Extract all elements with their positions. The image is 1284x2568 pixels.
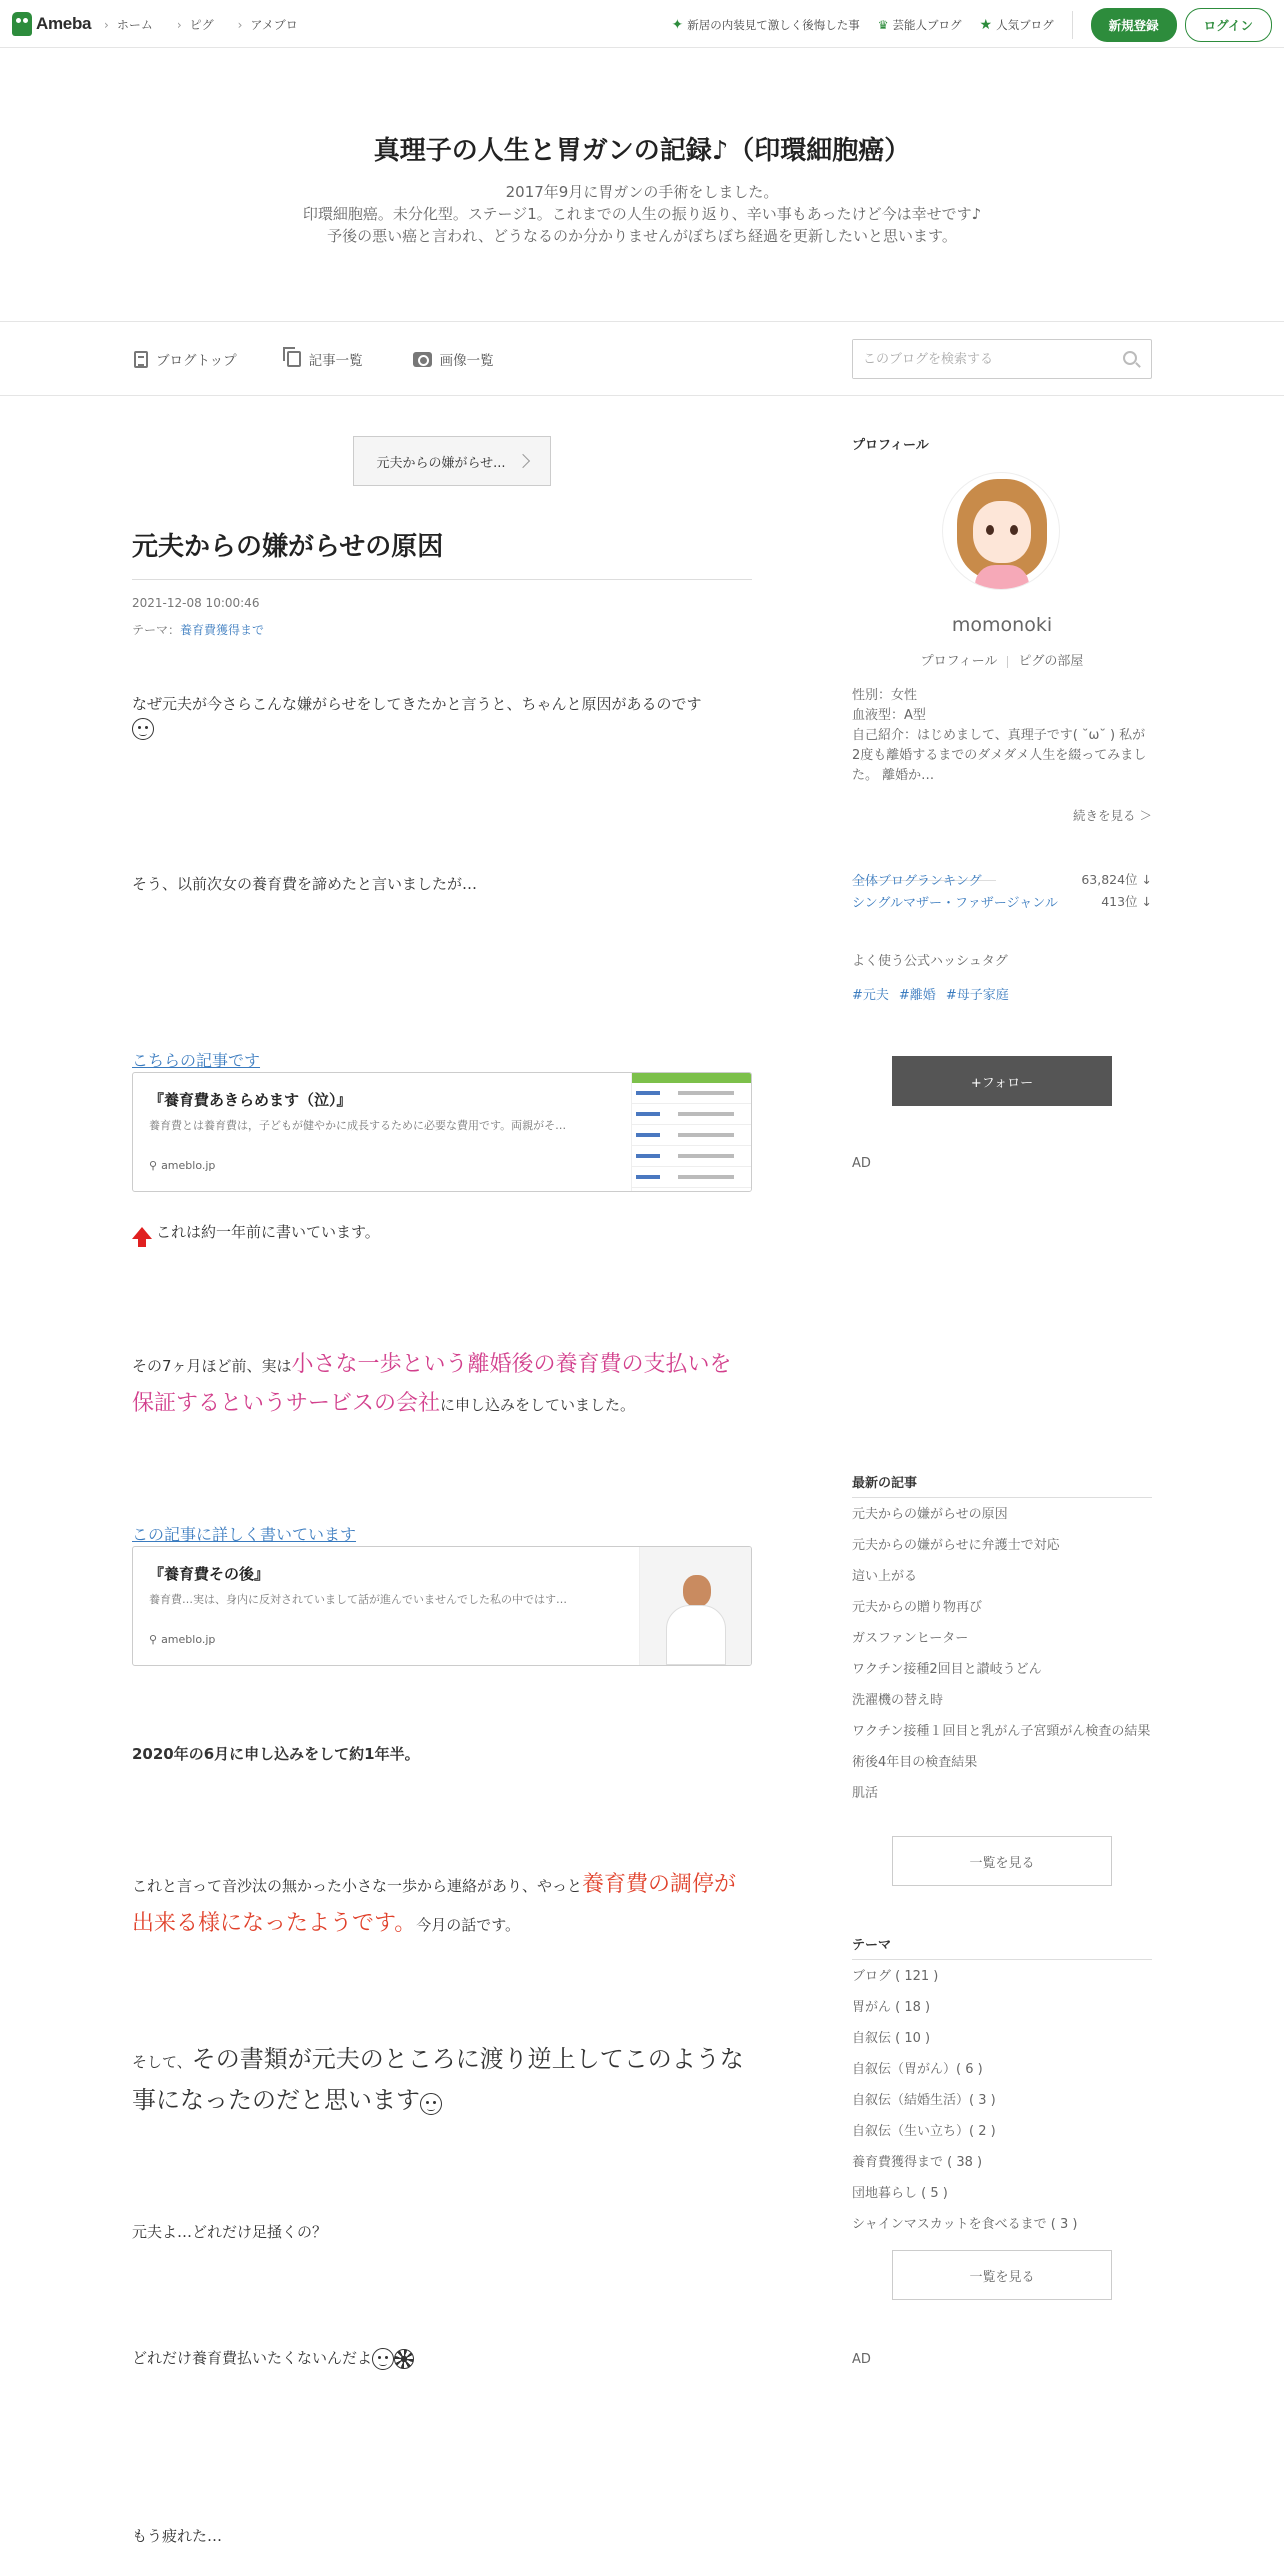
- article-date: 2021-12-08 10:00:46: [132, 596, 260, 610]
- register-button[interactable]: 新規登録: [1091, 8, 1177, 42]
- thumbnail-row: [632, 1146, 751, 1167]
- recent-item[interactable]: 洗濯機の替え時: [852, 1693, 944, 1708]
- article-list-link[interactable]: [287, 349, 363, 369]
- paragraph: [132, 692, 752, 740]
- paragraph-text: なぜ元夫が今さらこんな嫌がらせをしてきたかと言うと、ちゃんと原因があるのです: [132, 695, 702, 713]
- theme-item[interactable]: 自叙伝 ( 10 ): [852, 2031, 931, 2046]
- header-divider: [1072, 11, 1073, 39]
- celebrity-blog-label: 芸能人ブログ: [892, 18, 962, 32]
- hashtag[interactable]: #母子家庭: [945, 988, 1009, 1003]
- nav-ameblo[interactable]: › アメブロ: [238, 16, 298, 33]
- article-list-label: 記事一覧: [308, 353, 363, 369]
- profile-heading: プロフィール: [852, 438, 929, 453]
- camera-icon: [413, 352, 432, 367]
- nav-home[interactable]: › ホーム: [104, 16, 153, 33]
- blog-top-link[interactable]: [134, 349, 237, 369]
- paragraph-text: これと言って音沙汰の無かった小さな一歩から連絡があり、やっと: [132, 1877, 583, 1895]
- thumbnail-row: [632, 1167, 751, 1188]
- card-thumbnail: [631, 1073, 751, 1191]
- celebrity-blog-link[interactable]: [878, 17, 962, 33]
- read-more-link[interactable]: 続きを見る ＞: [1073, 808, 1152, 823]
- link-card[interactable]: [132, 1546, 752, 1666]
- avatar[interactable]: [942, 472, 1060, 590]
- hashtag-list: [852, 984, 1009, 1003]
- blog-description: [0, 181, 1284, 247]
- theme-item[interactable]: 胃がん ( 18 ): [852, 2000, 931, 2015]
- paragraph: [132, 1866, 752, 1944]
- avatar-shirt: [975, 565, 1029, 590]
- recent-item[interactable]: ガスファンヒーター: [852, 1631, 969, 1646]
- blog-search: [852, 339, 1152, 379]
- image-list-label: 画像一覧: [439, 353, 494, 369]
- paragraph-text: に申し込みをしていました。: [440, 1396, 636, 1414]
- blood-type: 血液型：A型: [852, 708, 926, 723]
- thumbnail-row: [632, 1125, 751, 1146]
- paragraph: [132, 1346, 752, 1424]
- blog-nav: [0, 322, 1284, 396]
- paragraph-text: そして、: [132, 2053, 192, 2071]
- hashtag[interactable]: #離婚: [898, 988, 936, 1003]
- theme-list: [852, 1968, 1152, 2247]
- article-theme: [132, 621, 264, 638]
- profile-links: [852, 650, 1152, 669]
- recent-item[interactable]: 這い上がる: [852, 1569, 918, 1584]
- theme-heading: テーマ: [852, 1934, 1152, 1960]
- recent-list: [852, 1506, 1152, 1816]
- face-emoji-icon: [372, 2348, 394, 2370]
- paragraph: [132, 1220, 752, 1244]
- card-description: 養育費…実は、身内に反対されていまして話が進んでいませんでした私の中ではす…: [149, 1593, 567, 1606]
- search-icon[interactable]: [1123, 351, 1137, 365]
- paragraph: [132, 2346, 752, 2370]
- emphasis-text: その書類が元夫のところに渡り逆上してこのような事になったのだと思います: [132, 2045, 744, 2114]
- recent-heading: 最新の記事: [852, 1472, 1152, 1498]
- ranking-value: 63,824位 ↓: [1081, 872, 1152, 887]
- link-divider: [1007, 656, 1008, 668]
- paragraph: 2020年の6月に申し込みをして約1年半。: [132, 1745, 420, 1763]
- thumbnail-row: [632, 1083, 751, 1104]
- theme-item[interactable]: 自叙伝（胃がん）( 6 ): [852, 2062, 983, 2077]
- flower-icon: [394, 2349, 414, 2369]
- paragraph-text: 今月の話です。: [416, 1916, 521, 1934]
- theme-item[interactable]: ブログ ( 121 ): [852, 1969, 939, 1984]
- popular-blog-label: 人気ブログ: [996, 18, 1054, 32]
- previous-article-button[interactable]: [353, 436, 551, 486]
- theme-item[interactable]: 自叙伝（結婚生活）( 3 ): [852, 2093, 996, 2108]
- card-title: 『養育費その後』: [149, 1565, 270, 1583]
- search-input[interactable]: [853, 340, 1103, 378]
- paragraph-text: どれだけ養育費払いたくないんだよ: [132, 2349, 373, 2367]
- blog-desc-line-3: 予後の悪い癌と言われ、どうなるのか分かりませんがぼちぼち経過を更新したいと思います。: [327, 227, 957, 245]
- recent-item[interactable]: 元夫からの嫌がらせの原因: [852, 1507, 1008, 1522]
- ameba-logo[interactable]: [12, 12, 91, 36]
- blog-desc-line-2: 印環細胞癌。未分化型。ステージ1。これまでの人生の振り返り、辛い事もあったけど今は幸せです♪: [302, 205, 982, 223]
- paragraph: [132, 2040, 752, 2122]
- ranking-row: [852, 892, 1152, 911]
- follow-button[interactable]: +フォロー: [892, 1056, 1112, 1106]
- person-head: [683, 1575, 711, 1607]
- ad-label: AD: [852, 1156, 871, 1171]
- theme-item[interactable]: 団地暮らし ( 5 ): [852, 2186, 948, 2201]
- recent-item[interactable]: 元夫からの贈り物再び: [852, 1600, 983, 1615]
- theme-see-all-button[interactable]: 一覧を見る: [892, 2250, 1112, 2300]
- logo-text: Ameba: [36, 14, 92, 33]
- emphasis-text: 養育費の調停が出来る様になったようです。: [132, 1872, 737, 1936]
- nav-pigg[interactable]: › ピグ: [177, 16, 214, 33]
- paragraph: そう、以前次女の養育費を諦めたと言いましたが…: [132, 875, 478, 893]
- article-title[interactable]: 元夫からの嫌がらせの原因: [132, 526, 752, 580]
- thumbnail-header: [632, 1073, 751, 1083]
- hashtag[interactable]: #元夫: [852, 988, 889, 1003]
- theme-item[interactable]: 養育費獲得まで ( 38 ): [852, 2155, 983, 2170]
- gender: 性別：女性: [852, 688, 918, 703]
- star-icon: ★: [979, 17, 993, 33]
- article-link[interactable]: こちらの記事です: [132, 1051, 261, 1070]
- copy-icon: [287, 351, 301, 367]
- paragraph: もう疲れた…: [132, 2527, 223, 2545]
- previous-article-label: 元夫からの嫌がらせ...: [376, 455, 506, 471]
- blog-top-label: ブログトップ: [156, 353, 237, 369]
- theme-label: テーマ：: [132, 623, 181, 637]
- person-body: [666, 1605, 726, 1665]
- thumbnail-row: [632, 1104, 751, 1125]
- username[interactable]: momonoki: [951, 614, 1053, 636]
- emphasis-text: 小さな一歩という離婚後の養育費の支払いを保証するというサービスの会社: [132, 1352, 732, 1416]
- profile-link[interactable]: プロフィール: [920, 654, 998, 669]
- ranking-value: 413位 ↓: [1101, 894, 1152, 909]
- global-right: [672, 8, 1272, 42]
- avatar-face: [973, 501, 1031, 563]
- blog-header: [0, 48, 1284, 322]
- login-button[interactable]: ログイン: [1185, 8, 1272, 42]
- interior-regret-label: 新居の内装見て激しく後悔した事: [687, 18, 860, 32]
- card-title: 『養育費あきらめます（泣）』: [149, 1091, 352, 1109]
- recent-item[interactable]: ワクチン接種2回目と讃岐うどん: [852, 1662, 1042, 1677]
- red-arrow-up-icon: [132, 1227, 152, 1239]
- popular-blog-link[interactable]: [980, 17, 1054, 33]
- blog-desc-line-1: 2017年9月に胃ガンの手術をしました。: [505, 183, 779, 201]
- global-header: [0, 0, 1284, 48]
- face-emoji-icon: [132, 718, 154, 740]
- document-icon: [134, 351, 148, 368]
- sparkle-icon: ✦: [671, 17, 684, 33]
- recent-see-all-button[interactable]: 一覧を見る: [892, 1836, 1112, 1886]
- paragraph: 元夫よ…どれだけ足掻くの？: [132, 2223, 328, 2241]
- profile-info: [852, 686, 1152, 786]
- global-nav: [104, 16, 298, 33]
- ranking-label[interactable]: シングルマザー・ファザージャンル: [852, 896, 1058, 911]
- recent-item[interactable]: 術後4年目の検査結果: [852, 1755, 978, 1770]
- theme-link[interactable]: 養育費獲得まで: [180, 623, 265, 637]
- ameba-logo-icon: [12, 12, 32, 36]
- face-emoji-icon: [420, 2093, 442, 2115]
- blog-nav-items: [134, 349, 494, 369]
- ranking-row: [852, 870, 1152, 889]
- recent-item[interactable]: ワクチン接種１回目と乳がん子宮頸がん検査の結果: [852, 1724, 1151, 1739]
- theme-item[interactable]: シャインマスカットを食べるまで ( 3 ): [852, 2217, 1078, 2232]
- interior-regret-link[interactable]: [672, 17, 860, 33]
- crown-icon: ♛: [877, 18, 889, 32]
- recent-item[interactable]: 元夫からの嫌がらせに弁護士で対応: [852, 1538, 1060, 1553]
- card-url: ⚲ ameblo.jp: [149, 1633, 215, 1646]
- card-description: 養育費とは養育費は，子どもが健やかに成長するために必要な費用です。両親がそ…: [149, 1119, 567, 1132]
- hashtag-heading: よく使う公式ハッシュタグ: [852, 954, 1008, 969]
- self-intro: 自己紹介：はじめまして、真理子です( ˘ω˘ ) 私が2度も離婚するまでのダメダメ人生を綴ってみました。 離婚か…: [852, 728, 1147, 783]
- paragraph-text: その7ヶ月ほど前、実は: [132, 1357, 292, 1375]
- ranking-label[interactable]: 全体ブログランキング: [852, 874, 982, 889]
- theme-item[interactable]: 自叙伝（生い立ち）( 2 ): [852, 2124, 996, 2139]
- paragraph-text: これは約一年前に書いています。: [156, 1223, 380, 1241]
- ad-label: AD: [852, 2352, 871, 2367]
- chevron-right-icon: [515, 454, 529, 468]
- link-card[interactable]: [132, 1072, 752, 1192]
- image-list-link[interactable]: [413, 349, 494, 369]
- article-link[interactable]: この記事に詳しく書いています: [132, 1525, 357, 1544]
- pigg-room-link[interactable]: ピグの部屋: [1018, 654, 1084, 669]
- recent-item[interactable]: 肌活: [852, 1786, 879, 1801]
- card-thumbnail: [639, 1547, 751, 1665]
- person-photo: [666, 1575, 726, 1665]
- blog-title[interactable]: 真理子の人生と胃ガンの記録♪（印環細胞癌）: [373, 136, 911, 166]
- card-url: ⚲ ameblo.jp: [149, 1159, 215, 1172]
